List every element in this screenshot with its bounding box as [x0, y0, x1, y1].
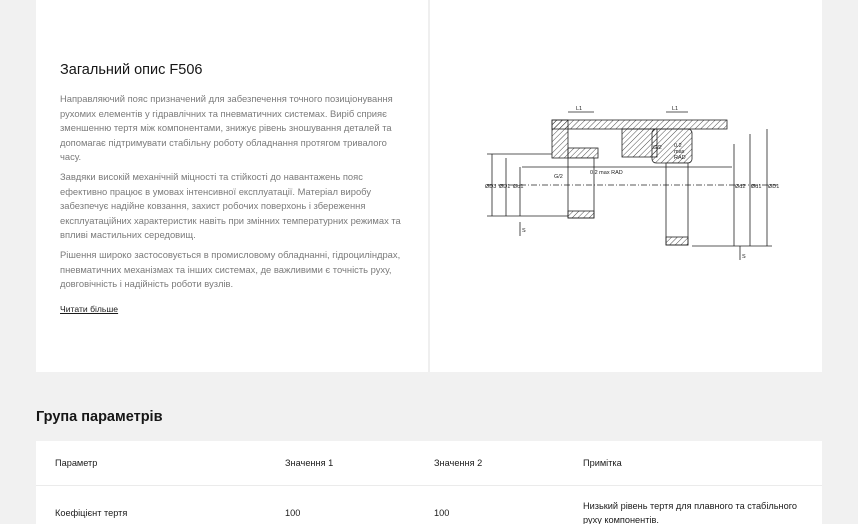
label-big-d1: ØD1 — [768, 184, 780, 190]
label-s-right: S — [742, 254, 746, 260]
housing-top — [552, 120, 727, 129]
header-note: Примітка — [583, 458, 622, 468]
label-g2-right: G/2 — [653, 145, 662, 151]
label-d2-right: Ød2 — [735, 184, 746, 190]
left-band — [568, 148, 598, 158]
left-rod-end — [568, 211, 594, 218]
header-value-1: Значення 1 — [285, 458, 334, 468]
params-table — [36, 441, 822, 524]
label-d-small1: Ød1 — [513, 184, 524, 190]
label-d1: ØD1 — [499, 184, 511, 190]
label-rad-right-3: RAD — [674, 155, 686, 161]
description-paragraph: Завдяки високій механічній міцності та стійкості до навантажень пояс ефективно працює в умовах інтенсивної експлуатації. Матеріал виробу забезпечує надійне ковзання, захист робочих поверхонь і збереження експлуатаційних характеристик навіть при змінних температурних режимах та впливі мастильних середовищ. — [60, 170, 401, 241]
label-l1-left: L1 — [576, 106, 583, 112]
label-rad-right-2: max — [674, 149, 685, 155]
technical-drawing — [482, 104, 782, 264]
header-value-2: Значення 2 — [434, 458, 483, 468]
right-body-end — [666, 237, 688, 245]
header-param: Параметр — [55, 458, 98, 468]
right-body — [666, 163, 688, 245]
params-title: Група параметрів — [36, 409, 163, 425]
read-more-link[interactable]: Читати більше — [60, 303, 119, 314]
label-rad-right-1: 0.2 — [674, 143, 682, 149]
header-divider — [36, 485, 822, 486]
description-section — [60, 62, 410, 317]
row-value-1: 100 — [285, 508, 301, 518]
housing-left-wall — [552, 120, 568, 158]
row-note: Низький рівень тертя для плавного та стабільного руху компонентів. — [583, 501, 797, 524]
label-d3: ØD3 — [485, 184, 497, 190]
card-divider — [428, 0, 430, 372]
label-s-left: S — [522, 228, 526, 234]
label-d1-right: Ød1 — [751, 184, 762, 190]
description-title: Загальний опис F506 — [60, 62, 203, 78]
label-g2-left: G/2 — [554, 174, 563, 180]
label-l1-right: L1 — [672, 106, 679, 112]
description-paragraph: Рішення широко застосовується в промисловому обладнанні, гідроциліндрах, пневматичних механізмах та інших системах, де важливими є точність руху, довговічність і надійність роботи вузлів. — [60, 248, 401, 290]
label-rad-left: 0.2 max RAD — [590, 170, 623, 176]
row-value-2: 100 — [434, 508, 450, 518]
description-paragraph: Направляючий пояс призначений для забезпечення точного позиціонування рухомих елементів у гідравлічних та пневматичних системах. Виріб сприяє зменшенню тертя між компонентами, знижує рівень зношування деталей та допомагає підтримувати стабільну роботу обладнання протягом тривалого часу. — [60, 93, 393, 163]
row-param: Коефіцієнт тертя — [55, 508, 128, 518]
